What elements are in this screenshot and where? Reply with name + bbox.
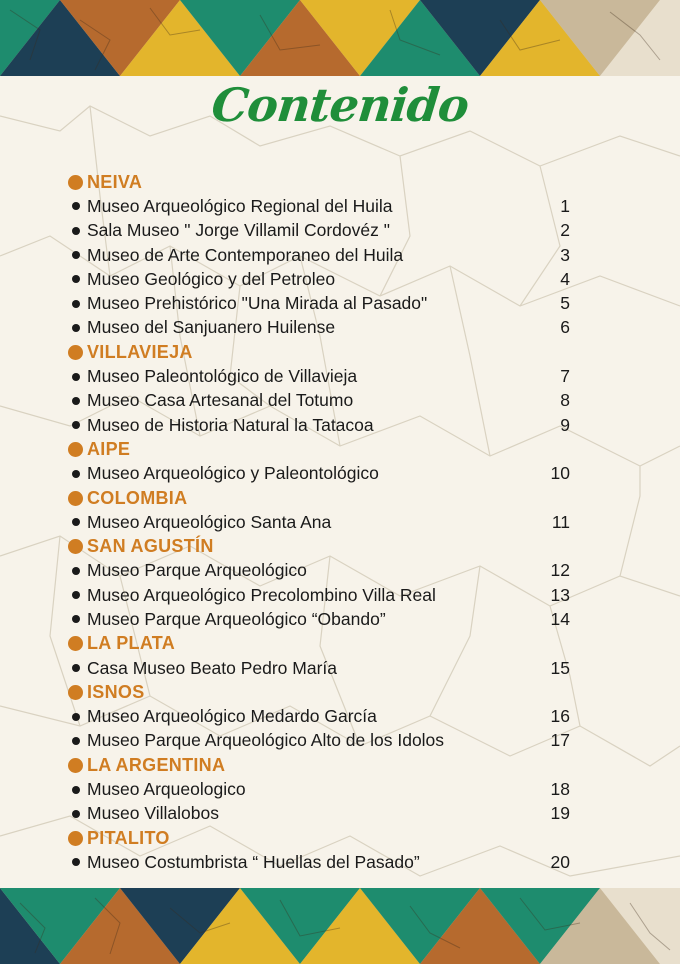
bullet-icon	[72, 615, 80, 623]
page-number: 1	[560, 195, 570, 216]
toc-entry	[68, 291, 588, 315]
entry-title: Museo Costumbrista “ Huellas del Pasado”	[87, 851, 420, 872]
toc-entry	[68, 510, 588, 534]
section-bullet-icon	[68, 539, 83, 554]
bullet-icon	[72, 737, 80, 745]
entry-title: Museo Casa Artesanal del Totumo	[87, 390, 354, 411]
page-number: 10	[550, 463, 570, 484]
page-number: 2	[560, 220, 570, 241]
section-title: NEIVA	[87, 171, 143, 192]
toc-entry	[68, 413, 588, 437]
section-title: LA PLATA	[87, 633, 176, 654]
top-decorative-band	[0, 0, 680, 76]
entry-title: Museo Arqueologico	[87, 779, 246, 800]
bullet-icon	[72, 373, 80, 381]
toc-entry	[68, 802, 588, 826]
entry-title: Museo Parque Arqueológico “Obando”	[87, 608, 386, 629]
section-heading	[68, 680, 588, 704]
section-title: LA ARGENTINA	[87, 754, 226, 775]
table-of-contents	[68, 170, 588, 875]
entry-title: Museo Parque Arqueológico Alto de los Idolos	[87, 730, 445, 751]
toc-entry	[68, 559, 588, 583]
section-title: VILLAVIEJA	[87, 341, 193, 362]
section-title: ISNOS	[87, 681, 145, 702]
section-heading	[68, 340, 588, 364]
page-number: 5	[560, 293, 570, 314]
toc-entry	[68, 267, 588, 291]
entry-title: Museo Arqueológico y Paleontológico	[87, 463, 379, 484]
entry-title: Museo Arqueológico Santa Ana	[87, 511, 332, 532]
section-title: SAN AGUSTÍN	[87, 536, 214, 557]
page-number: 19	[550, 803, 570, 824]
section-bullet-icon	[68, 345, 83, 360]
page-number: 12	[550, 560, 570, 581]
toc-entry	[68, 194, 588, 218]
section-heading	[68, 170, 588, 194]
page-number: 3	[560, 244, 570, 265]
section-bullet-icon	[68, 442, 83, 457]
toc-entry	[68, 364, 588, 388]
toc-entry	[68, 389, 588, 413]
bullet-icon	[72, 202, 80, 210]
bullet-icon	[72, 324, 80, 332]
section-title: COLOMBIA	[87, 487, 188, 508]
page-number: 15	[550, 657, 570, 678]
section-bullet-icon	[68, 636, 83, 651]
bullet-icon	[72, 251, 80, 259]
toc-entry	[68, 243, 588, 267]
toc-entry	[68, 607, 588, 631]
bullet-icon	[72, 664, 80, 672]
entry-title: Museo Parque Arqueológico	[87, 560, 307, 581]
section-heading	[68, 486, 588, 510]
entry-title: Museo Geológico y del Petroleo	[87, 268, 336, 289]
entry-title: Museo Arqueológico Precolombino Villa Real	[87, 584, 436, 605]
bullet-icon	[72, 786, 80, 794]
section-title: AIPE	[87, 438, 131, 459]
entry-title: Museo del Sanjuanero Huilense	[87, 317, 336, 338]
page-number: 18	[550, 779, 570, 800]
toc-entry	[68, 583, 588, 607]
section-bullet-icon	[68, 831, 83, 846]
bullet-icon	[72, 421, 80, 429]
section-heading	[68, 826, 588, 850]
page-number: 14	[550, 608, 570, 629]
entry-title: Museo de Historia Natural la Tatacoa	[87, 414, 374, 435]
entry-title: Sala Museo " Jorge Villamil Cordovéz "	[87, 220, 390, 241]
page-number: 16	[550, 706, 570, 727]
entry-title: Casa Museo Beato Pedro María	[87, 657, 337, 678]
bullet-icon	[72, 858, 80, 866]
toc-entry	[68, 705, 588, 729]
section-bullet-icon	[68, 685, 83, 700]
bullet-icon	[72, 470, 80, 478]
entry-title: Museo Villalobos	[87, 803, 219, 824]
section-heading	[68, 437, 588, 461]
toc-entry	[68, 316, 588, 340]
page-number: 13	[550, 584, 570, 605]
section-heading	[68, 753, 588, 777]
bullet-icon	[72, 275, 80, 283]
page-number: 9	[560, 414, 570, 435]
page-number: 20	[550, 851, 570, 872]
toc-entry	[68, 462, 588, 486]
section-bullet-icon	[68, 175, 83, 190]
entry-title: Museo Arqueológico Medardo García	[87, 706, 377, 727]
entry-title: Museo Prehistórico "Una Mirada al Pasado"	[87, 293, 428, 314]
page-title: Contenido	[209, 78, 471, 132]
toc-entry	[68, 729, 588, 753]
page-number: 6	[560, 317, 570, 338]
section-title: PITALITO	[87, 827, 170, 848]
section-heading	[68, 632, 588, 656]
bullet-icon	[72, 397, 80, 405]
page-number: 8	[560, 390, 570, 411]
section-bullet-icon	[68, 491, 83, 506]
bullet-icon	[72, 567, 80, 575]
section-heading	[68, 534, 588, 558]
toc-entry	[68, 656, 588, 680]
entry-title: Museo de Arte Contemporaneo del Huila	[87, 244, 404, 265]
bullet-icon	[72, 518, 80, 526]
page-number: 4	[560, 268, 570, 289]
toc-entry	[68, 777, 588, 801]
page-number: 17	[550, 730, 570, 751]
entry-title: Museo Arqueológico Regional del Huila	[87, 195, 393, 216]
bullet-icon	[72, 227, 80, 235]
page-number: 11	[551, 511, 570, 532]
bullet-icon	[72, 591, 80, 599]
entry-title: Museo Paleontológico de Villavieja	[87, 366, 358, 387]
bottom-decorative-band	[0, 888, 680, 964]
bullet-icon	[72, 713, 80, 721]
toc-entry	[68, 850, 588, 874]
bullet-icon	[72, 300, 80, 308]
page-number: 7	[560, 366, 570, 387]
toc-entry	[68, 219, 588, 243]
section-bullet-icon	[68, 758, 83, 773]
bullet-icon	[72, 810, 80, 818]
